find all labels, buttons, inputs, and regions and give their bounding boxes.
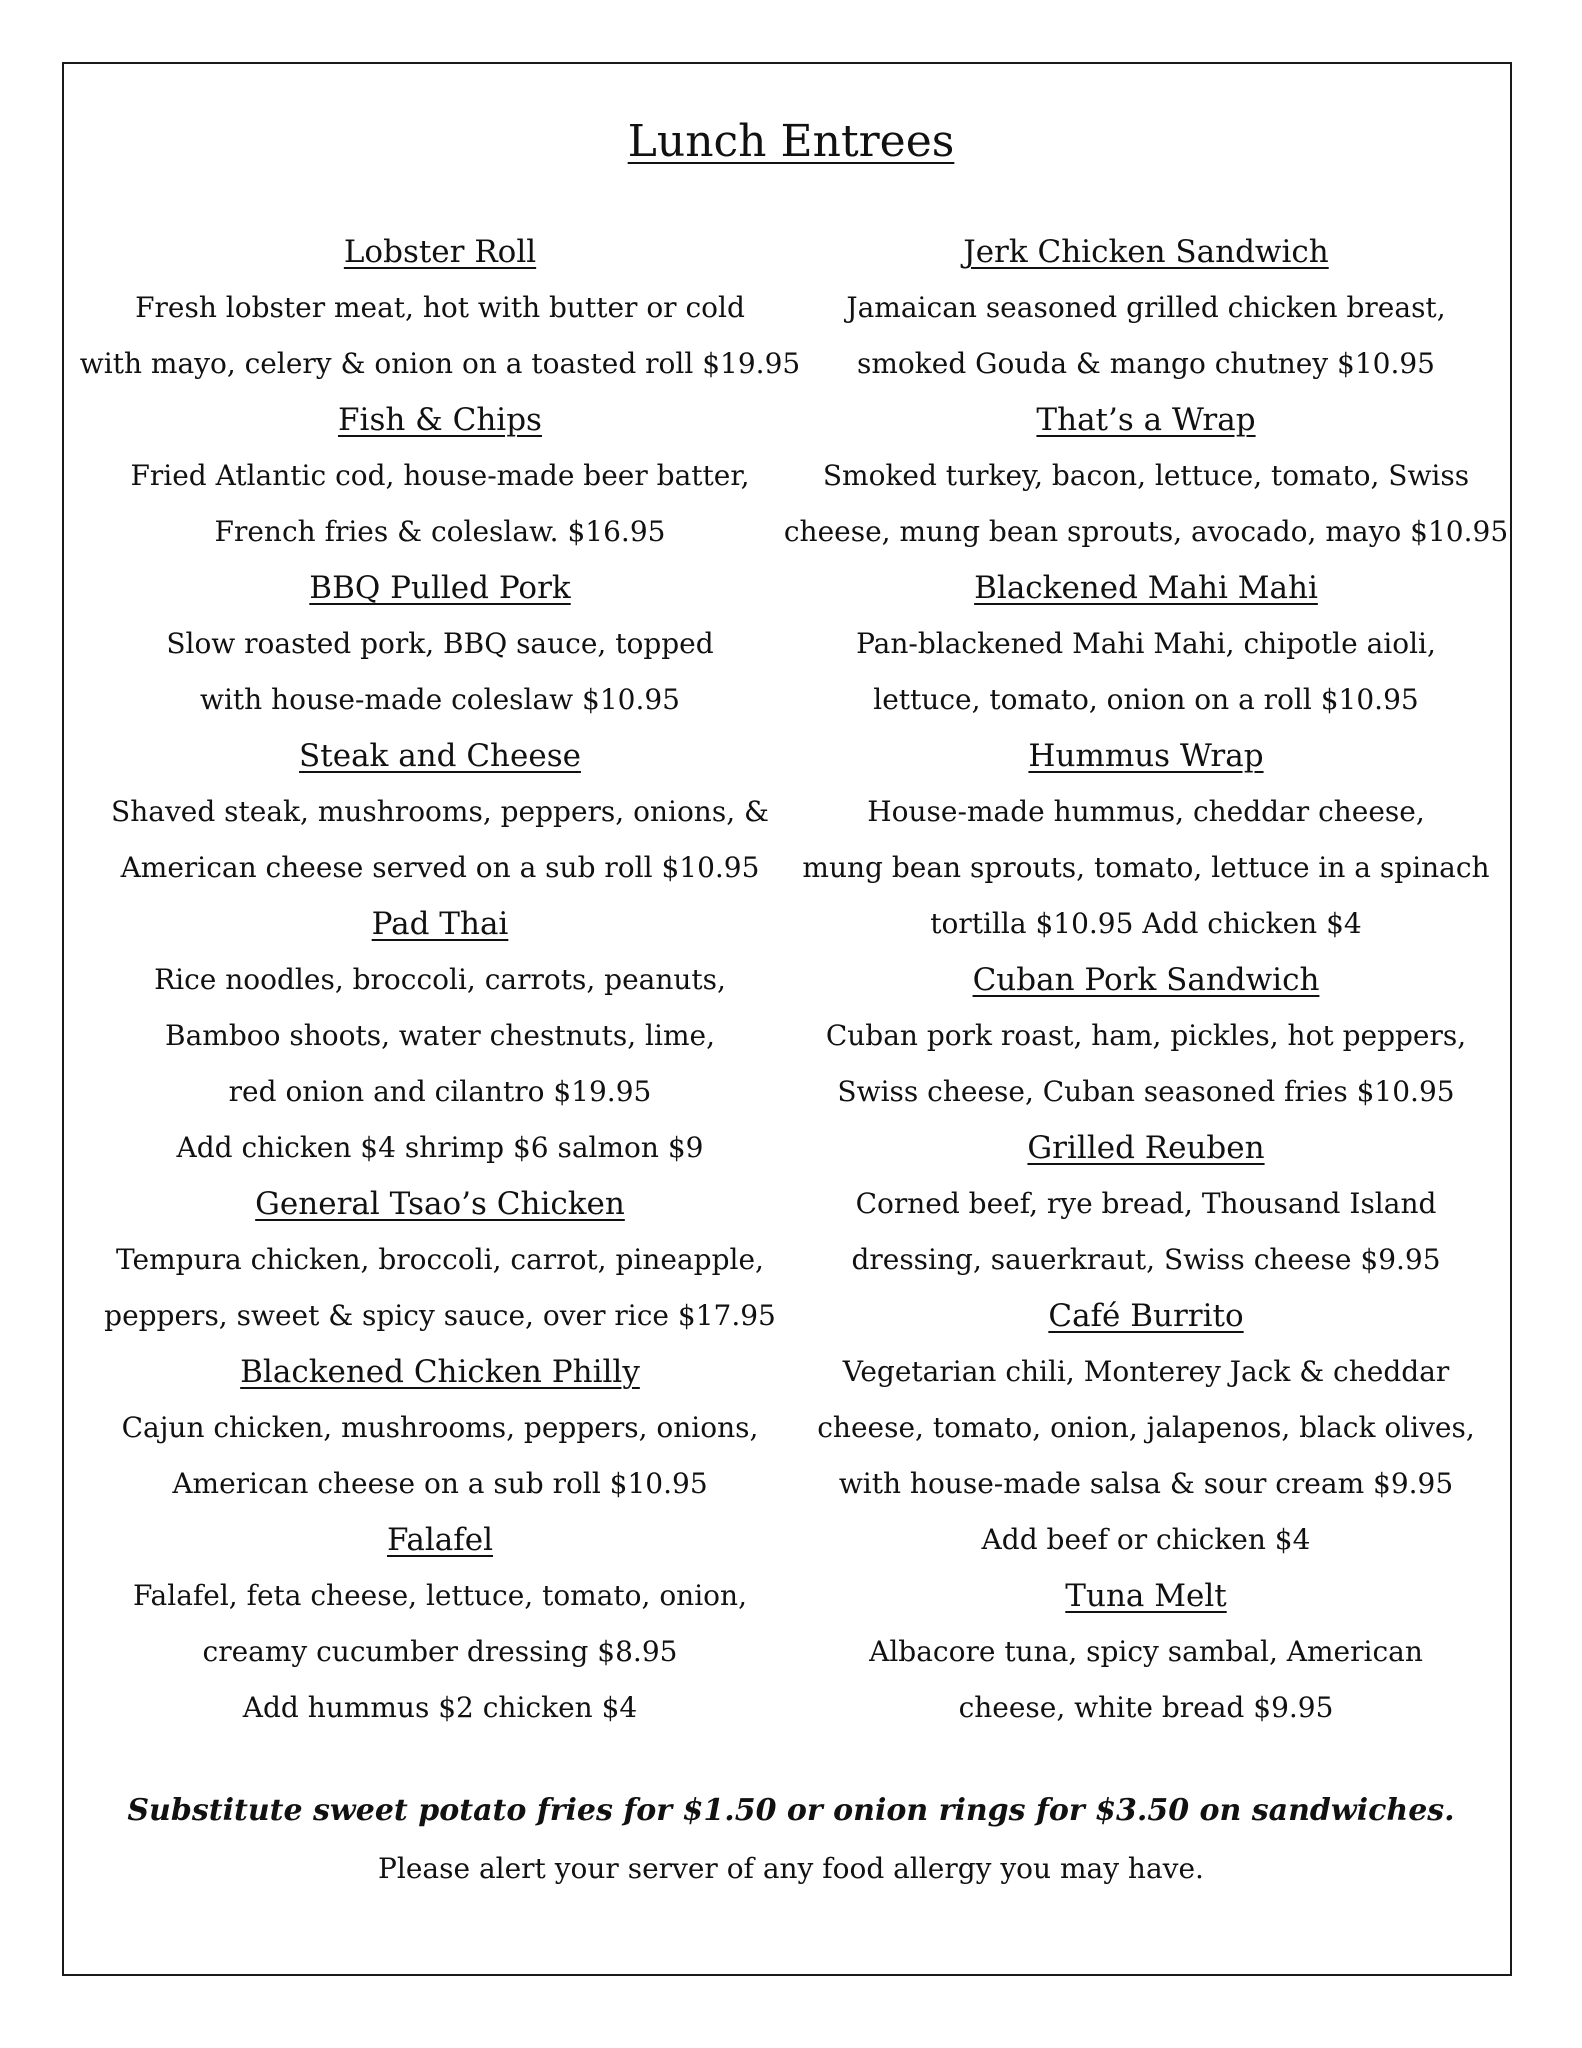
- dish-name: Hummus Wrap: [1028, 738, 1264, 774]
- dish-description: with mayo, celery & onion on a toasted roll $19.95: [79, 347, 801, 380]
- dish-description: Corned beef, rye bread, Thousand Island: [855, 1187, 1437, 1220]
- dish-description: American cheese served on a sub roll $10.95: [120, 851, 760, 884]
- menu-item-lobster-roll: [70, 224, 810, 392]
- dish-description: House-made hummus, cheddar cheese,: [867, 795, 1425, 828]
- menu-item-cuban-pork-sandwich: [776, 952, 1516, 1120]
- dish-name: Falafel: [386, 1522, 494, 1558]
- dish-name: Fish & Chips: [338, 402, 542, 438]
- dish-description: dressing, sauerkraut, Swiss cheese $9.95: [851, 1243, 1441, 1276]
- dish-description: cheese, mung bean sprouts, avocado, mayo $10.95: [783, 515, 1509, 548]
- dish-description: Rice noodles, broccoli, carrots, peanuts,: [154, 963, 726, 996]
- dish-description: with house-made coleslaw $10.95: [200, 683, 680, 716]
- dish-description: Swiss cheese, Cuban seasoned fries $10.95: [837, 1075, 1455, 1108]
- right-column: [776, 224, 1516, 1736]
- dish-description: tortilla $10.95 Add chicken $4: [930, 907, 1362, 940]
- menu-item-pad-thai: [70, 896, 810, 1176]
- dish-name: Cuban Pork Sandwich: [972, 962, 1320, 998]
- dish-name: That’s a Wrap: [1036, 402, 1256, 438]
- dish-description: peppers, sweet & spicy sauce, over rice $17.95: [104, 1299, 776, 1332]
- dish-description: Pan-blackened Mahi Mahi, chipotle aioli,: [856, 627, 1436, 660]
- dish-name: General Tsao’s Chicken: [255, 1186, 625, 1222]
- dish-description: Vegetarian chili, Monterey Jack & cheddar: [842, 1355, 1450, 1388]
- dish-description: Tempura chicken, broccoli, carrot, pineapple,: [116, 1243, 764, 1276]
- dish-addon: Add beef or chicken $4: [981, 1523, 1311, 1556]
- dish-description: Cajun chicken, mushrooms, peppers, onions,: [121, 1411, 759, 1444]
- menu-item-fish-and-chips: [70, 392, 810, 560]
- dish-description: Fresh lobster meat, hot with butter or cold: [135, 291, 745, 324]
- dish-name: Grilled Reuben: [1027, 1130, 1265, 1166]
- menu-item-blackened-mahi-mahi: [776, 560, 1516, 728]
- dish-name: Blackened Chicken Philly: [240, 1354, 640, 1390]
- substitute-note: Substitute sweet potato fries for $1.50 or onion rings for $3.50 on sandwiches.: [127, 1793, 1455, 1828]
- menu-item-steak-and-cheese: [70, 728, 810, 896]
- dish-description: Slow roasted pork, BBQ sauce, topped: [166, 627, 714, 660]
- dish-description: Cuban pork roast, ham, pickles, hot peppers,: [825, 1019, 1467, 1052]
- dish-description: Falafel, feta cheese, lettuce, tomato, onion,: [133, 1579, 747, 1612]
- menu-item-cafe-burrito: [776, 1288, 1516, 1568]
- dish-name: BBQ Pulled Pork: [309, 570, 571, 606]
- dish-description: lettuce, tomato, onion on a roll $10.95: [873, 683, 1419, 716]
- dish-name: Tuna Melt: [1065, 1578, 1227, 1614]
- dish-description: American cheese on a sub roll $10.95: [172, 1467, 708, 1500]
- dish-description: creamy cucumber dressing $8.95: [202, 1635, 678, 1668]
- dish-description: Fried Atlantic cod, house-made beer batter,: [130, 459, 750, 492]
- dish-description: smoked Gouda & mango chutney $10.95: [857, 347, 1435, 380]
- menu-item-jerk-chicken-sandwich: [776, 224, 1516, 392]
- dish-name: Jerk Chicken Sandwich: [963, 234, 1329, 270]
- menu-item-thats-a-wrap: [776, 392, 1516, 560]
- dish-name: Steak and Cheese: [299, 738, 581, 774]
- menu-item-general-tsaos-chicken: [70, 1176, 810, 1344]
- menu-item-blackened-chicken-philly: [70, 1344, 810, 1512]
- dish-description: mung bean sprouts, tomato, lettuce in a spinach: [802, 851, 1490, 884]
- dish-description: Albacore tuna, spicy sambal, American: [869, 1635, 1423, 1668]
- dish-name: Lobster Roll: [343, 234, 537, 270]
- left-column: [70, 224, 810, 1736]
- dish-addon: Add hummus $2 chicken $4: [242, 1691, 638, 1724]
- menu-item-bbq-pulled-pork: [70, 560, 810, 728]
- menu-item-falafel: [70, 1512, 810, 1736]
- dish-name: Pad Thai: [371, 906, 509, 942]
- dish-addon: Add chicken $4 shrimp $6 salmon $9: [176, 1131, 704, 1164]
- dish-description: with house-made salsa & sour cream $9.95: [838, 1467, 1454, 1500]
- menu-item-hummus-wrap: [776, 728, 1516, 952]
- menu-item-tuna-melt: [776, 1568, 1516, 1736]
- menu-item-grilled-reuben: [776, 1120, 1516, 1288]
- dish-description: French fries & coleslaw. $16.95: [214, 515, 666, 548]
- dish-description: Shaved steak, mushrooms, peppers, onions, &: [111, 795, 769, 828]
- dish-name: Café Burrito: [1048, 1298, 1244, 1334]
- page-title: Lunch Entrees: [627, 116, 955, 167]
- dish-description: red onion and cilantro $19.95: [228, 1075, 652, 1108]
- allergy-note: Please alert your server of any food allergy you may have.: [378, 1852, 1204, 1885]
- dish-description: cheese, tomato, onion, jalapenos, black olives,: [817, 1411, 1475, 1444]
- dish-description: Jamaican seasoned grilled chicken breast,: [846, 291, 1446, 324]
- dish-description: Bamboo shoots, water chestnuts, lime,: [165, 1019, 715, 1052]
- dish-description: Smoked turkey, bacon, lettuce, tomato, Swiss: [822, 459, 1470, 492]
- dish-description: cheese, white bread $9.95: [958, 1691, 1334, 1724]
- dish-name: Blackened Mahi Mahi: [974, 570, 1318, 606]
